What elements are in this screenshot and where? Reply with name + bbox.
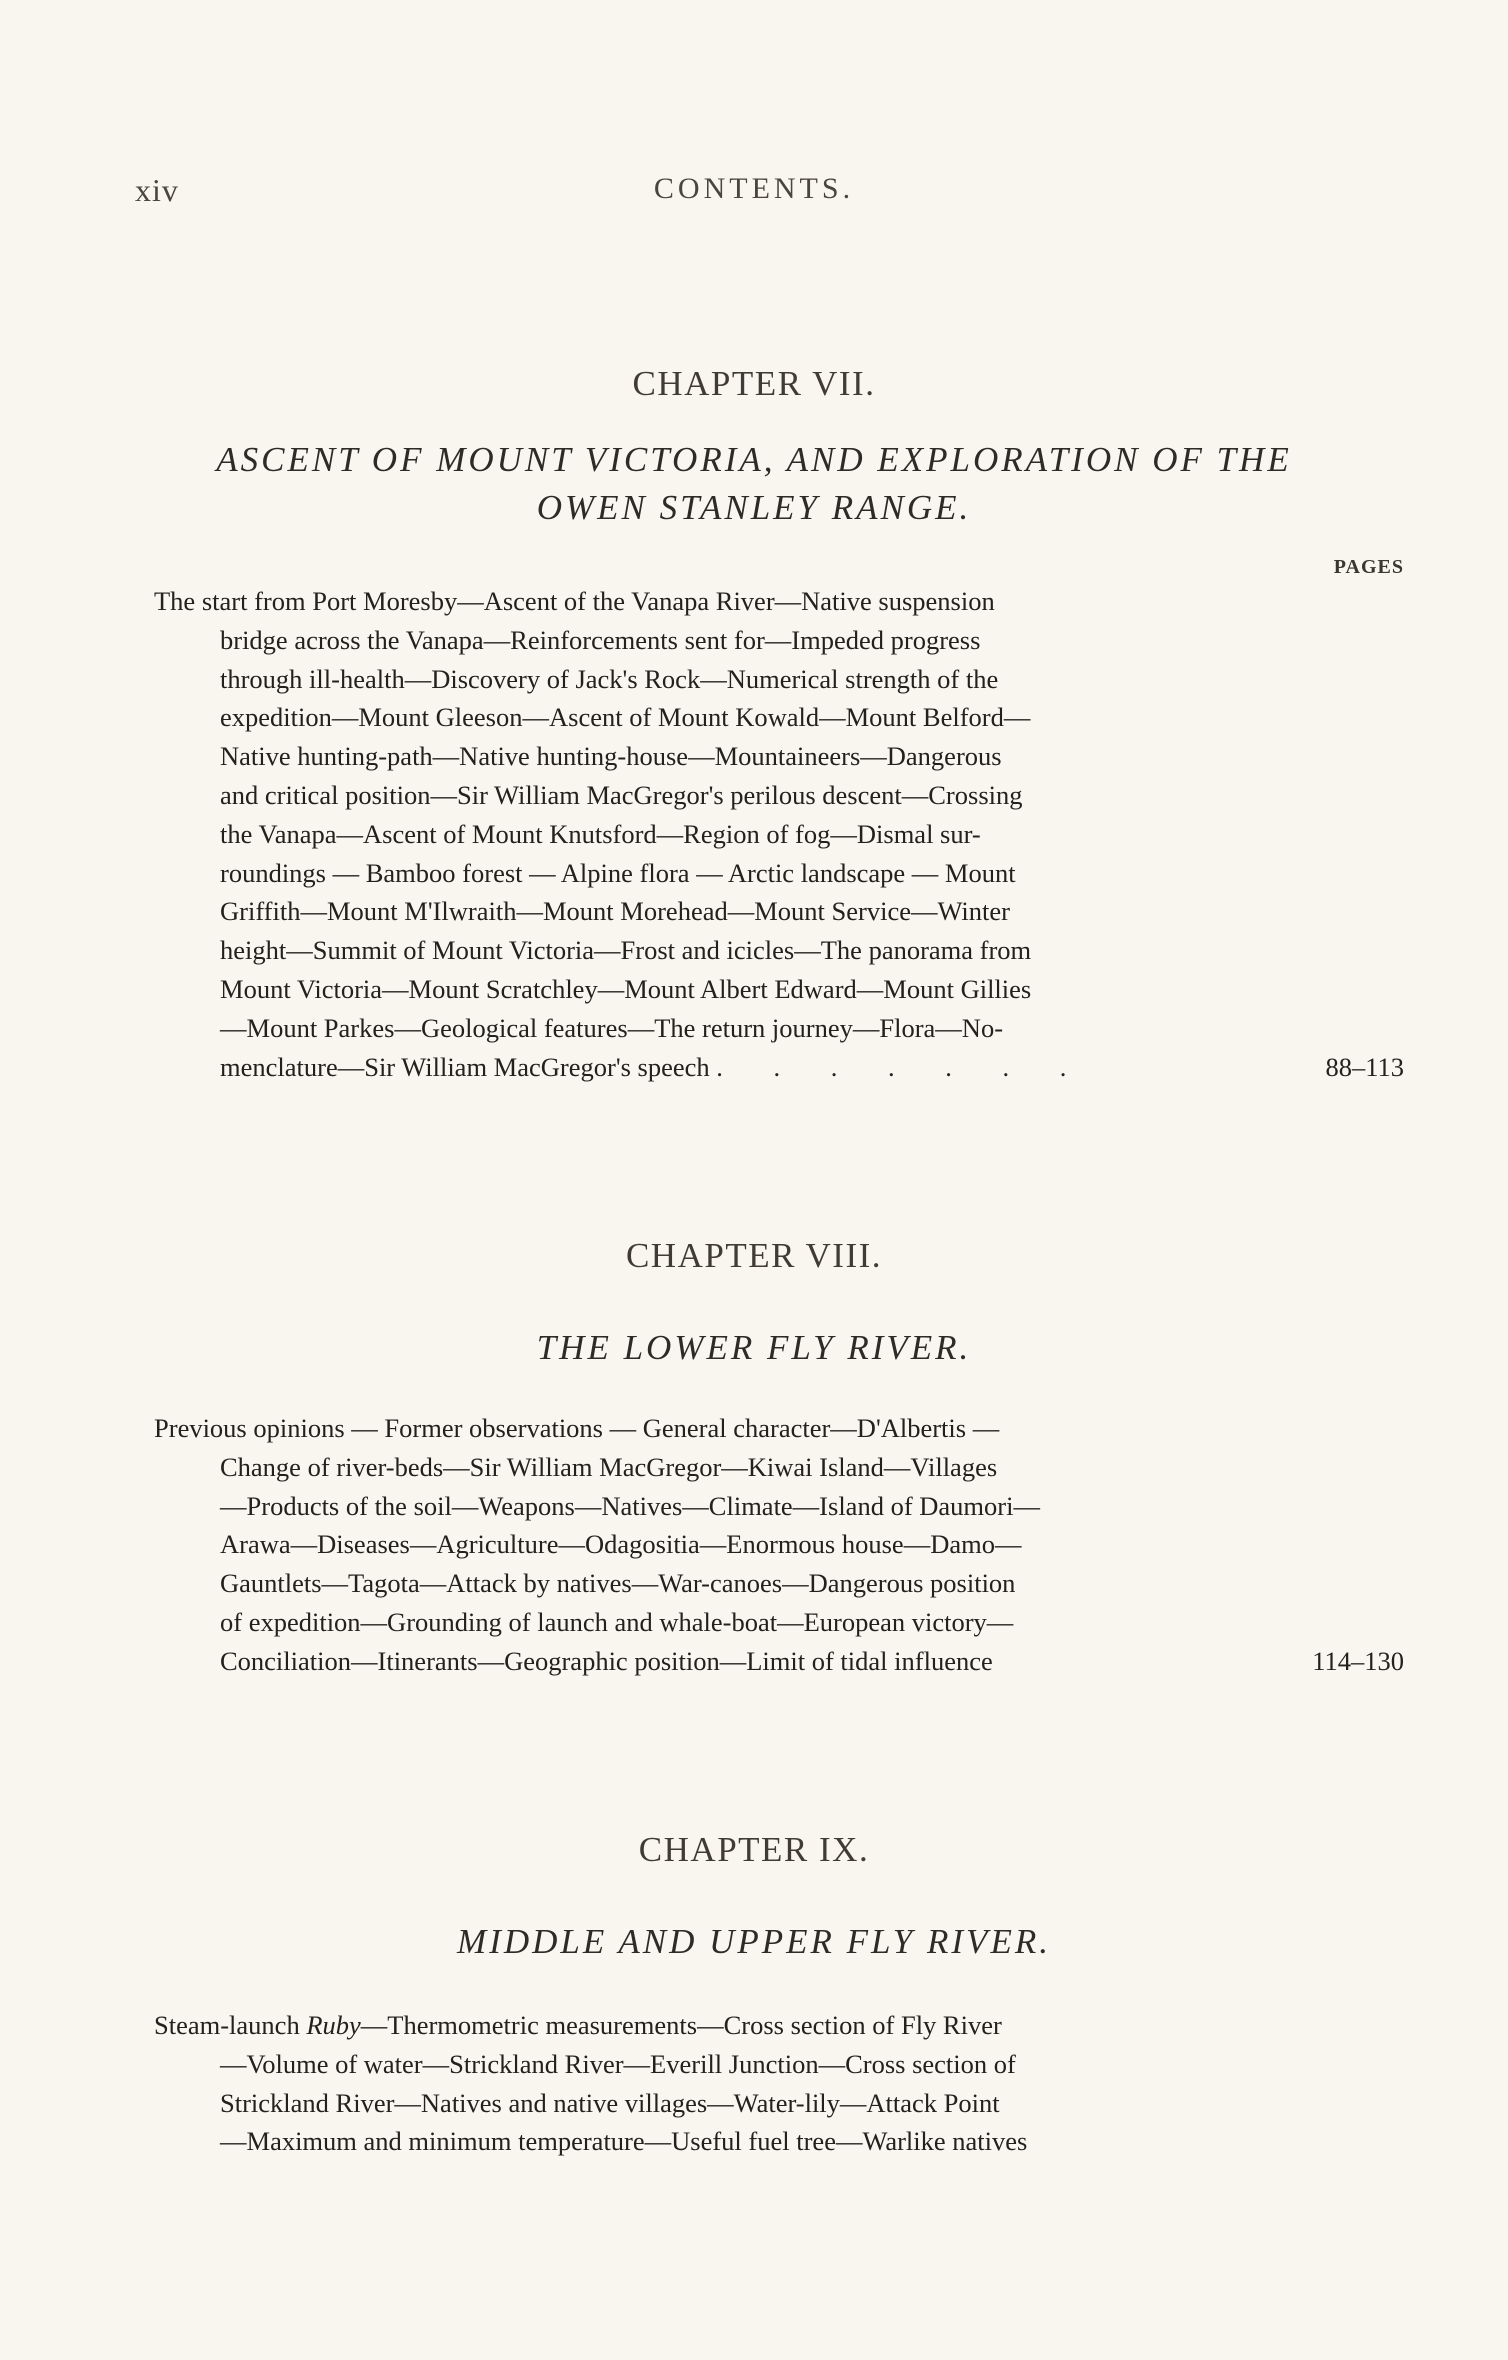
summary-line: —Maximum and minimum temperature—Useful fuel tree—Warlike natives xyxy=(220,2126,1028,2157)
chapter-ix xyxy=(0,1830,1508,1966)
running-title: CONTENTS. xyxy=(653,172,855,205)
summary-line: Arawa—Diseases—Agriculture—Odagositia—Enormous house—Damo— xyxy=(220,1529,1022,1560)
chapter-title-line: THE LOWER FLY RIVER. xyxy=(536,1328,972,1367)
chapter-title-line: ASCENT OF MOUNT VICTORIA, AND EXPLORATION OF THE xyxy=(216,440,1292,479)
summary-line: roundings — Bamboo forest — Alpine flora — Arctic landscape — Mount xyxy=(220,857,1016,888)
summary-line: —Volume of water—Strickland River—Everill Junction—Cross section of xyxy=(220,2048,1016,2079)
chapter-vii xyxy=(0,364,1508,532)
summary-line: height—Summit of Mount Victoria—Frost and icicles—The panorama from xyxy=(220,935,1032,966)
chapter-heading: CHAPTER IX. xyxy=(638,1830,870,1869)
chapter-title xyxy=(0,436,1508,532)
chapter-heading: CHAPTER VII. xyxy=(632,364,876,403)
summary-line: the Vanapa—Ascent of Mount Knutsford—Region of fog—Dismal sur- xyxy=(220,818,981,849)
summary-line: —Mount Parkes—Geological features—The return journey—Flora—No- xyxy=(220,1012,1004,1043)
summary-line: The start from Port Moresby—Ascent of the Vanapa River—Native suspension xyxy=(154,586,995,616)
summary-line: through ill-health—Discovery of Jack's Rock—Numerical strength of the xyxy=(220,663,999,694)
page-range: 114–130 xyxy=(1312,1645,1404,1676)
summary-line: Change of river-beds—Sir William MacGregor—Kiwai Island—Villages xyxy=(220,1451,998,1482)
dot-leader: . . . . . . . xyxy=(716,1051,1089,1082)
summary-text: menclature—Sir William MacGregor's speech xyxy=(220,1051,710,1082)
running-head xyxy=(0,172,1508,212)
chapter-heading: CHAPTER VIII. xyxy=(625,1236,883,1275)
summary-line: Griffith—Mount M'Ilwraith—Mount Morehead—Mount Service—Winter xyxy=(220,896,1010,927)
chapter-ix-summary xyxy=(154,2006,1404,2161)
chapter-title-line: MIDDLE AND UPPER FLY RIVER. xyxy=(457,1922,1051,1961)
summary-line-last xyxy=(220,1048,1404,1087)
summary-line: Mount Victoria—Mount Scratchley—Mount Albert Edward—Mount Gillies xyxy=(220,973,1032,1004)
summary-line: Gauntlets—Tagota—Attack by natives—War-canoes—Dangerous position xyxy=(220,1568,1016,1599)
vessel-name: Ruby xyxy=(306,2010,361,2040)
summary-line: Previous opinions — Former observations — General character—D'Albertis — xyxy=(154,1413,1000,1443)
summary-line: —Products of the soil—Weapons—Natives—Climate—Island of Daumori— xyxy=(220,1490,1040,1521)
summary-line: and critical position—Sir William MacGregor's perilous descent—Crossing xyxy=(220,779,1023,810)
summary-line: of expedition—Grounding of launch and whale-boat—European victory— xyxy=(220,1606,1014,1637)
summary-line: Native hunting-path—Native hunting-house—Mountaineers—Dangerous xyxy=(220,741,1002,772)
summary-suffix: —Thermometric measurements—Cross section of Fly River xyxy=(360,2010,1002,2040)
summary-line: Strickland River—Natives and native villages—Water-lily—Attack Point xyxy=(220,2087,1000,2118)
summary-line-last xyxy=(220,1642,1404,1681)
summary-line: bridge across the Vanapa—Reinforcements sent for—Impeded progress xyxy=(220,624,981,655)
chapter-vii-summary xyxy=(154,582,1404,1086)
chapter-viii xyxy=(0,1236,1508,1372)
chapter-title-line: OWEN STANLEY RANGE. xyxy=(536,488,972,527)
chapter-title xyxy=(0,1918,1508,1966)
chapter-title xyxy=(0,1324,1508,1372)
pages-column-label: PAGES xyxy=(1333,556,1404,578)
summary-text: Conciliation—Itinerants—Geographic position—Limit of tidal influence xyxy=(220,1645,993,1676)
summary-prefix: Steam-launch xyxy=(154,2010,307,2040)
summary-line: expedition—Mount Gleeson—Ascent of Mount Kowald—Mount Belford— xyxy=(220,702,1031,733)
page-range: 88–113 xyxy=(1325,1051,1404,1082)
page-number: xiv xyxy=(135,172,179,208)
chapter-viii-summary xyxy=(154,1409,1404,1681)
summary-line xyxy=(154,2006,1404,2045)
